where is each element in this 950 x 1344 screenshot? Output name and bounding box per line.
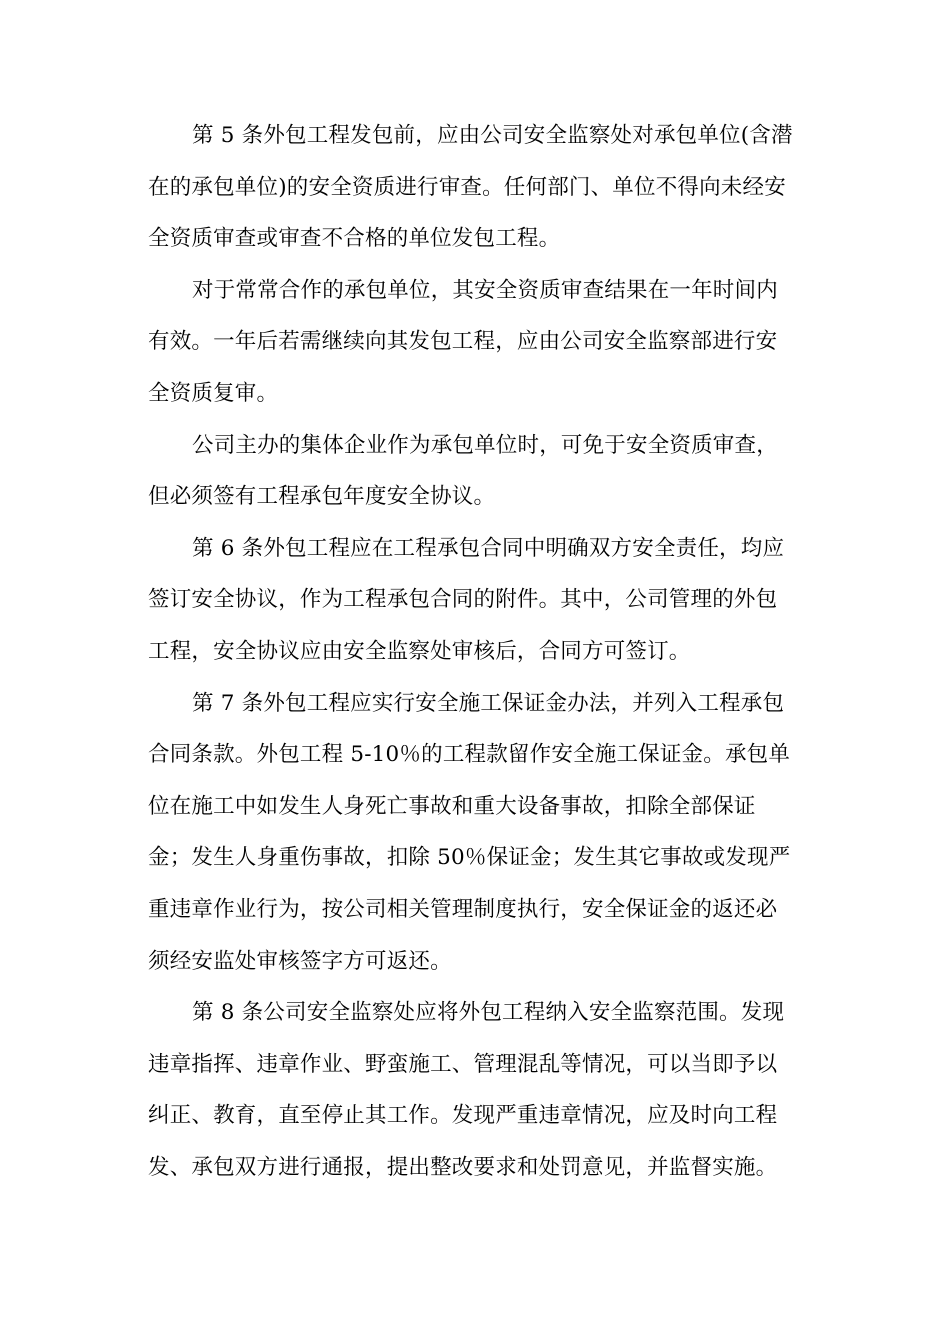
text-line: 全资质审查或审查不合格的单位发包工程。 [148,226,561,252]
paragraph-article-7 [148,678,808,988]
text-line: 位在施工中如发生人身死亡事故和重大设备事故，扣除全部保证 [148,793,756,819]
text-line: 发、承包双方进行通报，提出整改要求和处罚意见，并监督实施。 [148,1154,778,1180]
text-line: 对于常常合作的承包单位，其安全资质审查结果在一年时间内 [192,277,778,303]
paragraph-article-5 [148,110,808,265]
paragraph-frequent-partner [148,265,808,420]
paragraph-article-8 [148,987,808,1193]
text-line: 第 7 条外包工程应实行安全施工保证金办法，并列入工程承包 [192,690,785,716]
text-line: 须经安监处审核签字方可返还。 [148,948,452,974]
text-line: 有效。一年后若需继续向其发包工程，应由公司安全监察部进行安 [148,329,778,355]
text-line: 公司主办的集体企业作为承包单位时，可免于安全资质审查， [192,432,778,458]
text-line: 第 8 条公司安全监察处应将外包工程纳入安全监察范围。发现 [192,1000,785,1026]
text-line: 合同条款。外包工程 5-10％的工程款留作安全施工保证金。承包单 [148,742,791,768]
text-line: 在的承包单位)的安全资质进行审查。任何部门、单位不得向未经安 [148,174,786,200]
text-line: 签订安全协议，作为工程承包合同的附件。其中，公司管理的外包 [148,587,778,613]
text-line: 重违章作业行为，按公司相关管理制度执行，安全保证金的返还必 [148,896,778,922]
document-body [148,110,808,1193]
text-line: 纠正、教育，直至停止其工作。发现严重违章情况，应及时向工程 [148,1103,778,1129]
paragraph-article-6 [148,523,808,678]
text-line: 但必须签有工程承包年度安全协议。 [148,484,496,510]
text-line: 金；发生人身重伤事故，扣除 50％保证金；发生其它事故或发现严 [148,845,791,871]
text-line: 第 6 条外包工程应在工程承包合同中明确双方安全责任，均应 [192,535,785,561]
text-line: 全资质复审。 [148,380,279,406]
text-line: 工程，安全协议应由安全监察处审核后，合同方可签订。 [148,638,691,664]
paragraph-collective-enterprise [148,420,808,523]
text-line: 第 5 条外包工程发包前，应由公司安全监察处对承包单位(含潜 [192,123,793,148]
text-line: 违章指挥、违章作业、野蛮施工、管理混乱等情况，可以当即予以 [148,1051,778,1077]
